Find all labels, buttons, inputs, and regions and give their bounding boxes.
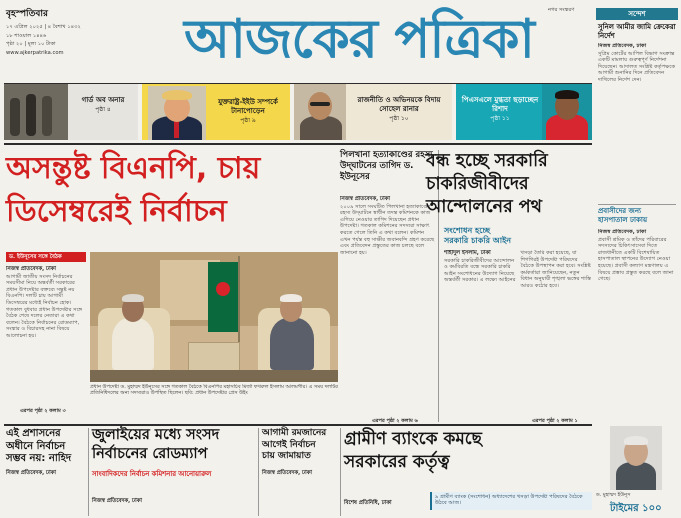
strip-item-us-eu[interactable]	[142, 84, 290, 140]
col2-byline: নিজস্ব প্রতিবেদক, ঢাকা	[340, 196, 390, 202]
b2-title-line2: নির্বাচনের রোডম্যাপ	[92, 446, 208, 462]
col3-headline-line3: আন্দোলনের পথ	[426, 197, 543, 217]
sidebar-item1-byline: নিজস্ব প্রতিবেদক, ঢাকা	[598, 43, 647, 49]
bottom-story-2-byline: নিজস্ব প্রতিবেদক, ঢাকা	[92, 498, 142, 504]
masthead	[0, 0, 681, 82]
col3-body	[444, 250, 592, 414]
bottom-divider-2	[258, 428, 259, 516]
sohel-glasses	[310, 102, 330, 106]
col3-byline: শাহীদুল ইসলাম, ঢাকা	[444, 250, 491, 256]
bottom-story-4-note	[430, 492, 592, 510]
sidebar-item1-body	[598, 43, 676, 203]
lead-body-text: আগামী জাতীয় সংসদ নির্বাচনের সময়সীমা নিয়ে অন্তর্বর্তী সরকারের প্রধান উপদেষ্টার বক্তব্যে সন্তুষ্ট নয় বিএনপি। দলটি চায় আগামী ডিসেম্বরের মধ্যেই নির্বাচন হোক। গতকাল বুধবার প্রধান উপদেষ্টার সঙ্গে বৈঠক শেষে দলের নেতারা এ কথা বলেন। বৈঠকে নির্বাচনের রোডম্যাপ, সংস্কার ও বিচারসহ নানা বিষয়ে আলোচনা হয়।	[6, 273, 83, 339]
sohel-head	[308, 92, 332, 120]
b1-title-line3: সম্ভব নয়: নাহিদ	[6, 453, 72, 464]
guard-photo	[4, 84, 68, 140]
sidebar-header	[596, 8, 678, 20]
guard-figure-1	[10, 98, 20, 136]
price-pages: পৃষ্ঠা ২০ | মূল্য ১০ টাকা	[6, 41, 56, 48]
strip-rishad-label	[458, 96, 542, 123]
sidebar-item2-title2: হাসপাতাল ঢাকায়	[598, 216, 648, 224]
sidebar-item2-byline: নিজস্ব প্রতিবেদক, ঢাকা	[598, 229, 647, 235]
trump-hair	[162, 90, 192, 100]
col2-continue[interactable]: এরপর পৃষ্ঠা ২ কলাম ৬	[372, 418, 418, 424]
person-right-hair	[280, 294, 302, 302]
strip-sohel-label	[348, 96, 450, 123]
bottom-story-1-title[interactable]	[6, 428, 86, 466]
rishad-hair	[555, 90, 579, 99]
website[interactable]: www.ajkerpatrika.com	[6, 49, 64, 56]
col3-headline-line2: চাকরিজীবীদের	[426, 174, 529, 194]
sidebar-item1-text: সুপ্রিম কোর্টের আপিল বিভাগ সংক্রান্ত একটি মামলায় গুরুত্বপূর্ণ নির্দেশনা দিয়েছেন। আদালত সংশ্লিষ্ট কর্তৃপক্ষকে আগামী শুনানির দিনে প্রতিবেদন দাখিলের নির্দেশ দেন।	[598, 50, 676, 83]
newspaper-title: আজকের পত্রিকা	[184, 8, 534, 70]
date-hijri: ১৮ শাওয়াল ১৪৪৬	[6, 32, 47, 39]
strip-item-guard[interactable]	[4, 84, 138, 140]
b3-title-line1: আগামী রমজানের	[262, 428, 327, 438]
bottom-story-2-kicker: সাংবাদিকদের নির্বাচন কমিশনার আনোয়ারুল	[92, 470, 212, 478]
bottom-story-3-title[interactable]	[262, 428, 340, 463]
lead-kicker-text: ড. ইউনূসের সঙ্গে বৈঠক	[9, 254, 62, 260]
lead-continue[interactable]: এরপর পৃষ্ঠা ২ কলাম ৩	[20, 408, 66, 414]
col3-sub2: সরকারি চাকরি আইন	[444, 236, 512, 245]
strip-item-sohel[interactable]	[294, 84, 452, 140]
strip-guard-title: গার্ড অব অনার	[81, 96, 125, 104]
col3-headline[interactable]	[426, 150, 592, 219]
col3-headline-line1: বন্ধ হচ্ছে সরকারি	[426, 151, 548, 171]
edition-label: নগর সংস্করণ	[548, 7, 575, 13]
sidebar-bottom-title[interactable]: টাইমের ১০০	[610, 503, 662, 514]
strip-rishad-page: পৃষ্ঠা ১১	[490, 115, 510, 122]
lead-headline-1[interactable]: অসন্তুষ্ট বিএনপি, চায়	[6, 151, 261, 186]
sidebar-item2-body	[598, 229, 676, 425]
bottom-story-4-title[interactable]	[344, 428, 592, 474]
strip-us-eu-page: পৃষ্ঠা ৯	[240, 117, 256, 124]
b1-title-line2: অধীনে নির্বাচন	[6, 440, 66, 452]
b4-note-text: ৯ গ্রামীণ ব্যাংক (সংশোধন) অধ্যাদেশের খসড়া উপদেষ্টা পরিষদের বৈঠকে উঠবে আজ।	[435, 494, 583, 507]
bottom-story-2-title[interactable]	[92, 426, 260, 464]
strip-rishad-title: পিএসএলে মুগ্ধতা ছড়াচ্ছেন রিশাদ	[461, 96, 539, 113]
lead-kicker	[6, 252, 86, 262]
trump-photo	[148, 86, 206, 140]
strip-us-eu-title: যুক্তরাষ্ট্র-ইইউ সম্পর্কে টানাপোড়েন	[218, 98, 278, 115]
b2-title-line1: জুলাইয়ের মধ্যে সংসদ	[92, 427, 220, 443]
lead-photo	[90, 252, 338, 382]
person-left-body	[112, 318, 154, 370]
b3-title-line3: চায় জামায়াত	[262, 451, 311, 461]
col2-headline[interactable]: পিলখানা হত্যাকাণ্ডের রহস্য উদ্‌ঘাটনের তাগিদ ড. ইউনূসের	[340, 150, 433, 182]
bottom-divider-3	[340, 428, 341, 516]
flag-bangladesh	[208, 262, 238, 332]
guard-figure-3	[42, 96, 52, 136]
sidebar-item2-title1: প্রবাসীদের জন্য	[598, 207, 642, 215]
strip-item-rishad[interactable]	[456, 84, 592, 140]
bottom-story-1-byline: নিজস্ব প্রতিবেদক, ঢাকা	[6, 470, 56, 476]
date-gregorian: ১৭ এপ্রিল ২০২৫ | ৪ বৈশাখ ১৪৩২	[6, 24, 81, 30]
weekday: বৃহস্পতিবার	[6, 9, 48, 19]
col3-sub1: সংশোধন হচ্ছে	[444, 226, 491, 235]
b1-title-line1: এই প্রশাসনের	[6, 428, 61, 439]
carpet	[90, 370, 338, 382]
strip-bottom-rule	[4, 143, 592, 145]
sidebar-header-label: সন্দেশ	[628, 10, 646, 18]
bottom-story-4-byline: বিশেষ প্রতিনিধি, ঢাকা	[344, 500, 392, 506]
col3-body-text: সরকারি চাকরিজীবীদের আন্দোলন ও কর্মবিরতি বন্ধে সরকারি চাকরি আইন সংশোধনের উদ্যোগ নিয়েছে অন্তর্বর্তী সরকার। এ লক্ষ্যে আইনের খসড়া তৈরি করা হয়েছে, যা শিগগিরই উপদেষ্টা পরিষদের বৈঠকে উপস্থাপন করা হবে। সংশ্লিষ্ট কর্মকর্তারা জানিয়েছেন, নতুন বিধান অনুযায়ী শৃঙ্খলা ভঙ্গের শাস্তি আরও কঠোর হবে।	[444, 250, 591, 289]
person-right-body	[270, 318, 314, 370]
sidebar-item2-title[interactable]	[598, 207, 678, 225]
strip-sohel-title: রাজনীতি ও অভিনয়কে বিদায় সোহেল রানার	[357, 96, 441, 113]
portrait-body	[616, 462, 656, 490]
sidebar-item2-text: প্রবাসী শ্রমিক ও তাঁদের পরিবারের সদস্যদের চিকিৎসাসেবা দিতে রাজধানীতে একটি বিশেষায়িত হাসপাতাল স্থাপনের উদ্যোগ নেওয়া হয়েছে। প্রবাসী কল্যাণ মন্ত্রণালয় এ বিষয়ে প্রস্তাব প্রস্তুত করছে বলে জানা গেছে।	[598, 236, 674, 283]
strip-guard-page: পৃষ্ঠা ৪	[95, 106, 111, 113]
yunus-photo	[610, 426, 662, 490]
guard-figure-2	[26, 94, 36, 136]
portrait-hair	[624, 436, 648, 445]
b3-title-line2: আগেই নির্বাচন	[262, 439, 316, 450]
b4-title-line1: গ্রামীণ ব্যাংকে কমছে	[344, 429, 482, 449]
rishad-photo	[542, 84, 592, 140]
lead-headline-2[interactable]: ডিসেম্বরেই নির্বাচন	[6, 194, 227, 229]
sidebar	[596, 8, 678, 516]
sidebar-photo-caption: ড. মুহাম্মদ ইউনূস	[596, 492, 631, 498]
lead-byline: নিজস্ব প্রতিবেদক, ঢাকা	[6, 266, 56, 272]
strip-us-eu-label	[208, 98, 288, 125]
strip-guard-label	[70, 96, 136, 114]
col3-subhead	[444, 226, 544, 246]
lead-body-col	[6, 266, 86, 384]
lead-photo-caption: প্রধান উপদেষ্টা ড. মুহাম্মদ ইউনূসের সঙ্গে গতকাল বৈঠকে বিএনপির মহাসচিব মির্জা ফখরুল ইসলাম আলমগীর। এ সময় দলটির প্রতিনিধিদলের অন্য সদস্যরাও উপস্থিত ছিলেন। ছবি: প্রধান উপদেষ্টার প্রেস উইং	[90, 384, 338, 397]
sidebar-divider	[598, 204, 676, 205]
col3-continue[interactable]: এরপর পৃষ্ঠা ২ কলাম ১	[532, 418, 578, 424]
date-block	[6, 6, 126, 56]
strip-sohel-page: পৃষ্ঠা ১০	[389, 115, 409, 122]
person-left-hair	[122, 294, 144, 302]
bottom-story-3-byline: নিজস্ব প্রতিবেদক, ঢাকা	[262, 470, 312, 476]
col2-body	[340, 196, 436, 418]
bottom-divider-1	[88, 428, 89, 516]
col2-body-text: ২০০৯ সালে সংঘটিত পিলখানা হত্যাকাণ্ডের রহস্য উদ্‌ঘাটনে স্বাধীন তদন্ত কমিশনকে কাজ এগিয়ে নেওয়ার তাগিদ দিয়েছেন প্রধান উপদেষ্টা। গতকাল কমিশনের সদস্যরা সাক্ষাৎ করতে গেলে তিনি এ কথা বলেন। কমিশন এখন পর্যন্ত বহু সাক্ষীর জবানবন্দি গ্রহণ করেছে এবং প্রতিবেদন প্রস্তুতের কাজ চলছে বলে জানানো হয়।	[340, 203, 435, 256]
sidebar-item1-title[interactable]: সুনিল আমীর জামি ক্রেকেরা নির্দেশ	[598, 23, 676, 40]
b4-title-line2: সরকারের কর্তৃত্ব	[344, 452, 450, 472]
sohel-photo	[294, 84, 346, 140]
flag-disc	[216, 282, 230, 296]
